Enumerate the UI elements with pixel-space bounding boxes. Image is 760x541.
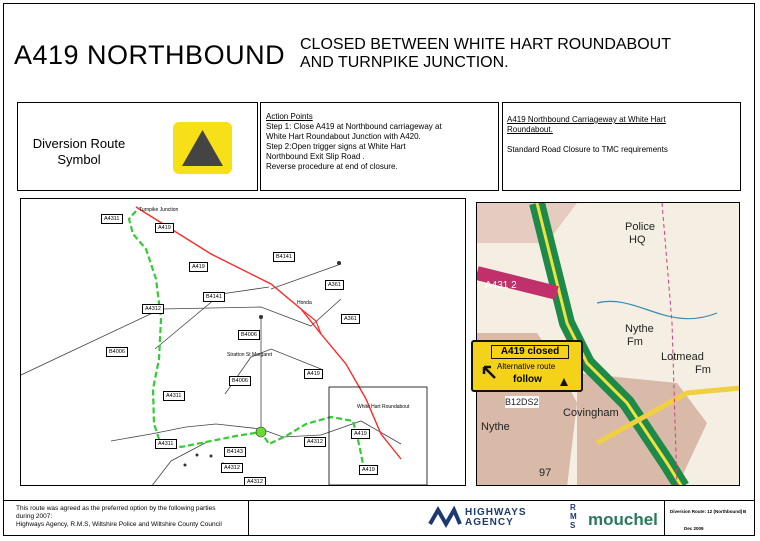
closure-sign [471,340,583,392]
road-label: A4311 [163,391,185,401]
map-label: HQ [629,234,646,246]
ha-line-1: HIGHWAYS [465,507,527,518]
road-b4141 [21,299,341,375]
map-label: 97 [539,467,552,479]
route-number: B [743,509,747,514]
subtitle-line-2: AND TURNPIKE JUNCTION. [300,54,509,71]
place-label: Stratton St Margaret [227,352,273,358]
junction-node [337,261,341,265]
inset-frame [329,387,427,485]
road-label: A419 [189,262,208,272]
map-label: Nythe [625,323,654,335]
action-points [266,112,496,172]
road-label: B4006 [106,347,128,357]
road-label: A4312 [304,437,326,447]
action-line: Reverse procedure at end of closure. [266,162,398,171]
map-label: Lotmead [661,351,704,363]
map-label: B12DS2 [505,397,539,407]
footer-line: during 2007: [16,513,53,520]
arrow-up-left-icon [479,362,499,382]
action-points-heading: Action Points [266,112,313,121]
sign-follow: follow [513,374,542,385]
action-line: Northbound Exit Slip Road . [266,152,365,161]
map-label: Nythe [481,421,510,433]
symbol-label [24,136,134,168]
notes-text: Standard Road Closure to TMC requirements [507,145,668,154]
road-label: B4141 [203,292,225,302]
footer-divider [248,500,249,536]
footer-text [16,505,246,529]
road-a4312-west [111,424,261,441]
road-label: A419 [304,369,323,379]
symbol-label-line-2: Symbol [57,152,101,167]
notes-heading-2: Roundabout. [507,125,553,134]
closure-subtitle [300,36,671,72]
road-label: A419 [155,223,174,233]
highways-agency-text [465,508,527,528]
footer-line: This route was agreed as the preferred option by the following parties [16,505,216,512]
road-label: A361 [325,280,344,290]
roundabout-marker [256,427,266,437]
road-label: B4143 [224,447,246,457]
schematic-map [20,198,466,486]
junction-node [184,464,187,467]
rms-logo: RMS [570,503,577,530]
road-label: A4311 [101,214,123,224]
road-label: A419 [351,429,370,439]
place-label: Honda [297,300,312,306]
road-label: A4311 [155,439,177,449]
notes-heading-1: A419 Northbound Carriageway at White Hart [507,115,666,124]
route-label: Diversion Route: 12 (Northbound) [670,509,743,514]
triangle-icon [173,122,232,174]
road-label: A4312 [244,477,266,486]
symbol-label-line-1: Diversion Route [32,136,126,151]
highways-agency-logo [428,506,462,528]
page-title: A419 NORTHBOUND [14,40,286,70]
map-label: Fm [695,364,711,376]
schematic-roads [21,199,466,486]
map-label: Fm [627,336,643,348]
junction-node [259,315,263,319]
place-label: Turnpike Junction [139,207,179,213]
road-label: B4006 [229,376,251,386]
ha-line-2: AGENCY [465,517,514,528]
junction-node [196,454,199,457]
sign-title: A419 closed [491,345,569,359]
road-label: B4006 [238,330,260,340]
footer-line: Highways Agency, R.M.S, Wiltshire Police and Wiltshire County Council [16,521,222,528]
map-label: A431 2 [485,280,517,291]
issue-date: Dec 2009 [684,526,704,531]
mouchel-logo: mouchel [588,510,658,529]
road-label: A361 [341,314,360,324]
road-label: A4312 [221,463,243,473]
diversion-symbol [173,122,232,174]
action-line: White Hart Roundabout Junction with A420. [266,132,421,141]
footer-divider [664,500,665,536]
road-label: A419 [359,465,378,475]
notes [507,115,737,155]
junction-node [210,455,213,458]
map-label: Police [625,221,655,233]
subtitle-line-1: CLOSED BETWEEN WHITE HART ROUNDABOUT [300,36,671,53]
map-label: Covingham [563,407,619,419]
road-label: A4312 [142,304,164,314]
road-label: B4141 [273,252,295,262]
triangle-icon [559,377,569,387]
place-label: White Hart Roundabout [357,404,410,410]
action-line: Step 2:Open trigger signs at White Hart [266,142,406,151]
action-line: Step 1: Close A419 at Northbound carriageway at [266,122,442,131]
sign-alt: Alternative route [497,362,556,371]
